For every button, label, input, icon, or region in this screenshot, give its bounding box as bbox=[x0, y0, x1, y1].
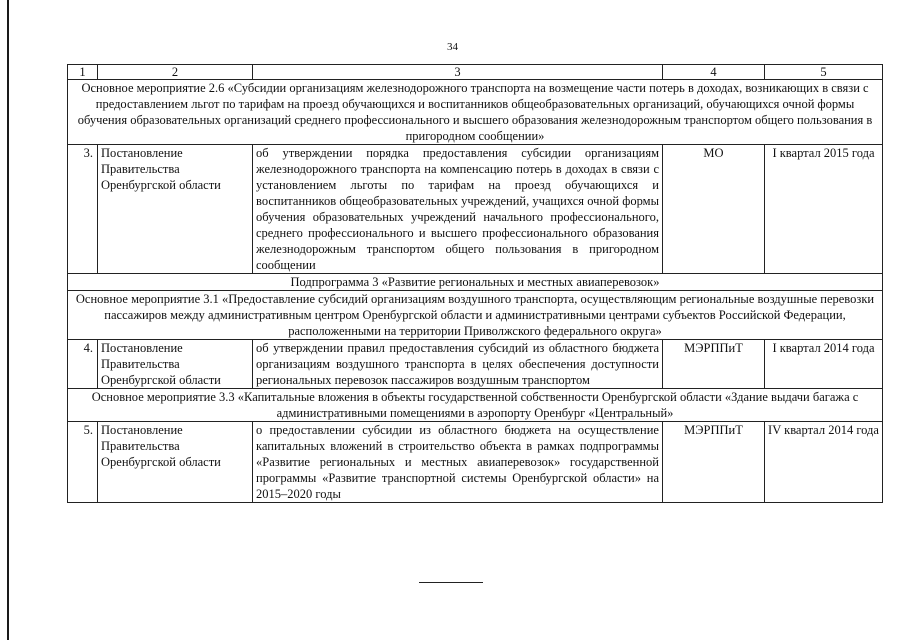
page-number: 34 bbox=[447, 41, 458, 53]
subprogram-3-title: Подпрограмма 3 «Развитие региональных и местных авиаперевозок» bbox=[68, 274, 883, 291]
section-row bbox=[68, 291, 883, 340]
header-col-4: 4 bbox=[663, 65, 765, 80]
executor: МО bbox=[663, 145, 765, 274]
header-col-3: 3 bbox=[253, 65, 663, 80]
footer-separator-line bbox=[419, 582, 483, 583]
table-row bbox=[68, 340, 883, 389]
binding-edge-line bbox=[7, 0, 9, 640]
row-number: 4. bbox=[68, 340, 98, 389]
executor: МЭРППиТ bbox=[663, 422, 765, 503]
deadline: I квартал 2014 года bbox=[765, 340, 883, 389]
header-col-5: 5 bbox=[765, 65, 883, 80]
measures-table bbox=[67, 64, 883, 503]
row-number: 3. bbox=[68, 145, 98, 274]
section-3-3-title: Основное мероприятие 3.3 «Капитальные вложения в объекты государственной собственности Оренбургской области «Здание выдачи багажа с административными помещениями в аэропорту Оренбург «Центральный» bbox=[68, 389, 883, 422]
document-content: об утверждении правил предоставления субсидий из областного бюджета организациям воздушного транспорта в целях обеспечения доступности региональных перевозок пассажиров воздушным транспортом bbox=[253, 340, 663, 389]
section-row bbox=[68, 389, 883, 422]
document-content: о предоставлении субсидии из областного бюджета на осуществление капитальных вложений в строительство объекта в рамках подпрограммы «Развитие региональных и местных авиаперевозок» государственной программы «Развитие транспортной системы Оренбургской области» на 2015–2020 годы bbox=[253, 422, 663, 503]
document-type: Постановление Правительства Оренбургской области bbox=[98, 340, 253, 389]
header-col-1: 1 bbox=[68, 65, 98, 80]
row-number: 5. bbox=[68, 422, 98, 503]
section-row bbox=[68, 80, 883, 145]
section-3-1-title: Основное мероприятие 3.1 «Предоставление субсидий организациям воздушного транспорта, осуществляющим региональные воздушные перевозки пассажиров между административным центром Оренбургской области и административными центрами субъектов Российской Федерации, расположенными на территории Приволжского федерального округа» bbox=[68, 291, 883, 340]
section-2-6-title: Основное мероприятие 2.6 «Субсидии организациям железнодорожного транспорта на возмещение части потерь в доходах, возникающих в связи с предоставлением льгот по тарифам на проезд обучающихся и воспитанников общеобразовательных организаций, обучающихся очной формы обучения образовательных организаций среднего профессионального и высшего образования железнодорожным транспортом общего пользования в пригородном сообщении» bbox=[68, 80, 883, 145]
deadline: I квартал 2015 года bbox=[765, 145, 883, 274]
document-content: об утверждении порядка предоставления субсидии организациям железнодорожного транспорта на компенсацию потерь в доходах в связи с установлением льготы по тарифам на проезд обучающихся и воспитанников общеобразовательных учреждений, учащихся очной формы обучения образовательных учреждений начального профессионального, среднего профессионального и высшего профессионального образования железнодорожным транспортом общего пользования в пригородном сообщении bbox=[253, 145, 663, 274]
document-type: Постановление Правительства Оренбургской области bbox=[98, 422, 253, 503]
header-col-2: 2 bbox=[98, 65, 253, 80]
table-row bbox=[68, 422, 883, 503]
deadline: IV квартал 2014 года bbox=[765, 422, 883, 503]
executor: МЭРППиТ bbox=[663, 340, 765, 389]
document-type: Постановление Правительства Оренбургской области bbox=[98, 145, 253, 274]
subprogram-row bbox=[68, 274, 883, 291]
table-row bbox=[68, 145, 883, 274]
table-header-row bbox=[68, 65, 883, 80]
